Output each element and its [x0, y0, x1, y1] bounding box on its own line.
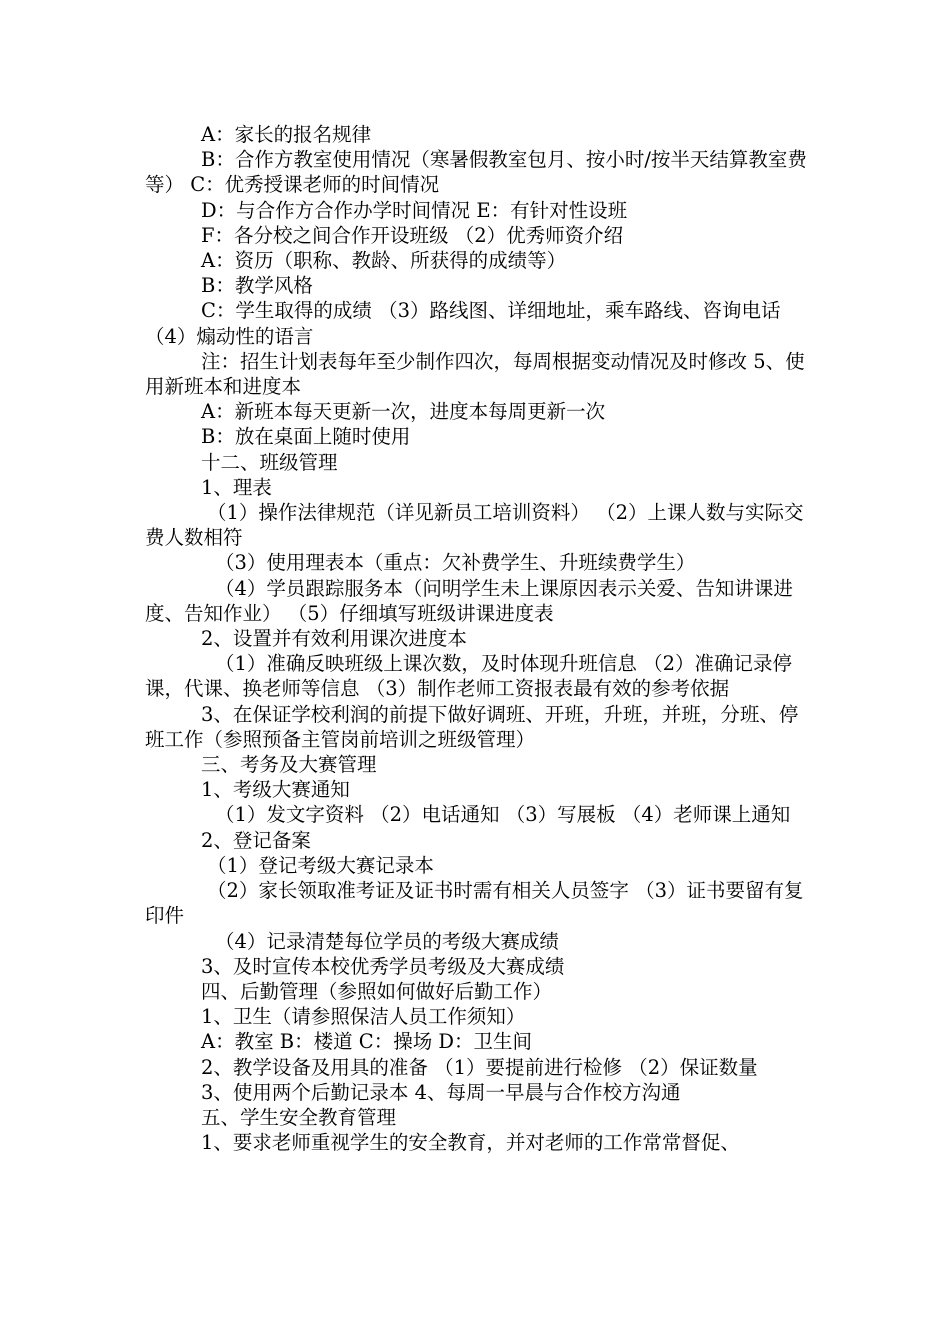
- paragraph: B：教学风格: [201, 274, 313, 298]
- paragraph: C：学生取得的成绩 （3）路线图、详细地址，乘车路线、咨询电话 （4）煽动性的语言: [145, 299, 781, 348]
- section-heading: 五、学生安全教育管理: [201, 1105, 397, 1129]
- paragraph: 1、考级大赛通知: [201, 778, 350, 802]
- section-heading: 四、后勤管理（参照如何做好后勤工作）: [201, 979, 553, 1003]
- paragraph: A：新班本每天更新一次，进度本每周更新一次: [201, 400, 606, 424]
- document-body: [145, 122, 813, 1155]
- paragraph: 注：招生计划表每年至少制作四次，每周根据变动情况及时修改 5、使用新班本和进度本: [145, 349, 805, 399]
- paragraph: （1）登记考级大赛记录本: [207, 853, 434, 877]
- paragraph: B：放在桌面上随时使用: [201, 425, 411, 449]
- paragraph: 1、要求老师重视学生的安全教育，并对老师的工作常常督促、: [201, 1131, 740, 1155]
- paragraph: 2、教学设备及用具的准备 （1）要提前进行检修 （2）保证数量: [201, 1055, 758, 1079]
- paragraph: B：合作方教室使用情况（寒暑假教室包月、按小时/按半天结算教室费等） C：优秀授课老师的时间情况: [145, 148, 807, 197]
- paragraph: 1、卫生（请参照保洁人员工作须知）: [201, 1005, 526, 1029]
- paragraph: A：家长的报名规律: [201, 123, 372, 146]
- paragraph: （1）操作法律规范（详见新员工培训资料） （2）上课人数与实际交费人数相符: [145, 501, 804, 550]
- paragraph: （2）家长领取准考证及证书时需有相关人员签字 （3）证书要留有复印件: [145, 879, 804, 928]
- paragraph: 3、及时宣传本校优秀学员考级及大赛成绩: [201, 954, 565, 978]
- section-heading: 三、考务及大赛管理: [201, 753, 377, 777]
- paragraph: F：各分校之间合作开设班级 （2）优秀师资介绍: [201, 223, 624, 247]
- paragraph: （4）学员跟踪服务本（问明学生未上课原因表示关爱、告知讲课进度、告知作业） （5）仔细填写班级讲课进度表: [145, 576, 793, 625]
- paragraph: A：资历（职称、教龄、所获得的成绩等）: [201, 249, 567, 273]
- paragraph: （4）记录清楚每位学员的考级大赛成绩: [215, 929, 559, 953]
- paragraph: （3）使用理表本（重点：欠补费学生、升班续费学生）: [215, 551, 696, 575]
- paragraph: 1、理表: [201, 475, 272, 499]
- paragraph: 2、登记备案: [201, 828, 311, 852]
- paragraph: 3、在保证学校利润的前提下做好调班、开班，升班，并班，分班、停班工作（参照预备主管岗前培训之班级管理）: [145, 702, 799, 751]
- paragraph: （1）准确反映班级上课次数，及时体现升班信息 （2）准确记录停课，代课、换老师等信息 （3）制作老师工资报表最有效的参考依据: [145, 652, 793, 701]
- paragraph: （1）发文字资料 （2）电话通知 （3）写展板 （4）老师课上通知: [215, 803, 791, 827]
- section-heading: 十二、班级管理: [201, 450, 338, 474]
- paragraph: 2、设置并有效利用课次进度本: [201, 627, 467, 651]
- paragraph: 3、使用两个后勤记录本 4、每周一早晨与合作校方沟通: [201, 1080, 681, 1104]
- paragraph: D：与合作方合作办学时间情况 E：有针对性设班: [201, 198, 628, 222]
- paragraph: A：教室 B：楼道 C：操场 D：卫生间: [201, 1030, 533, 1054]
